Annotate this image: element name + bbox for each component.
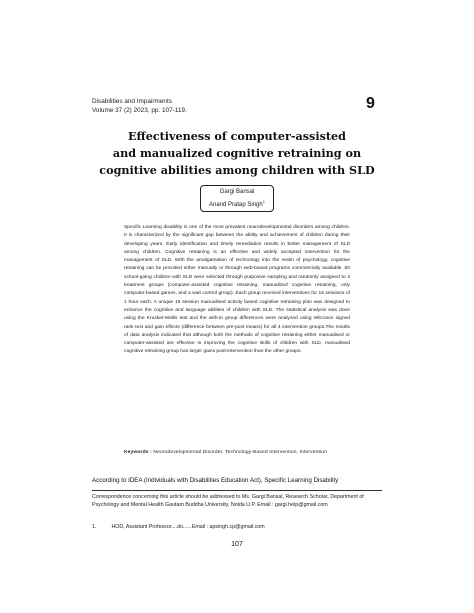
- footnote-divider: [92, 490, 382, 491]
- author-2: [201, 197, 273, 210]
- correspondence-note: Correspondence concerning this article should be addressed to Ms. Gargi Bansal, Research Scholar, Department of Psychology and Mental Health Gautam Buddha University, Noida U.P. Email : gargi.help@gmail.com: [92, 494, 364, 508]
- keywords-label: Keywords :: [124, 450, 152, 455]
- footnote-number: 1.: [92, 524, 97, 530]
- title-line-3: cognitive abilities among children with SLD: [99, 163, 375, 177]
- journal-volume: Volume 37 (2) 2023, pp. 107-119.: [92, 106, 187, 114]
- footnote-1: [92, 524, 265, 530]
- title-line-2: and manualized cognitive retraining on: [112, 146, 362, 160]
- keywords-text: Neurodevelopmental Disorder, Technology-Based Intervention, Intervention: [153, 450, 327, 455]
- body-first-line: According to IDEA (Individuals with Disabilities Education Act), Specific Learning Disability: [92, 477, 339, 484]
- page-number: 107: [231, 541, 243, 548]
- authors-box: [200, 185, 274, 212]
- journal-header: [92, 98, 187, 115]
- footnote-text: HOD, Assistant Professor....do......Email : apsingh.cp@gmail.com: [111, 524, 265, 530]
- title-line-1: Effectiveness of computer-assisted: [128, 129, 346, 143]
- author-2-footnote-mark: 1: [262, 199, 265, 204]
- abstract: Specific Learning disability is one of the most prevalent neurodevelopmental disorders among children. It is characterized by the significant gap between the ability and achievement of children during their developing years. Early identification and timely remediation results in better management of SLD among children. Cognitive retraining is an effective and widely accepted intervention for the management of SLD. With the amalgamation of technology into the realm of psychology, cognitive retraining can be provided either manually or through web-based programs commercially available. 60 school-going children with SLD were selected through purposive sampling and randomly assigned to 4 treatment groups (computer-assisted cognitive retraining, manualized cognitive retraining, only computer-based games, and a wait control group). Each group received interventions for 15 sessions of 1 hour each. A unique 15 session manualised activity based cognitive retraining plan was designed to enhance the cognitive and language abilities of children with SLD. The statistical analysis was done using the Kruskal-Wallis test and the with-in group differences were analyzed using Wilcoxon signed rank test and gain effects (difference between pre-post means) for all 4 intervention groups.The results of data analysis indicated that although both the methods of cognitive retraining either manualised or computer-assisted are effective in improving the cognitive skills of children with SLD, manualised cognitive retraining group has larger gains post-intervention than the other groups.: [124, 225, 350, 355]
- keywords: [124, 449, 350, 457]
- author-2-name: Anand Pratap Singh: [209, 202, 263, 208]
- journal-name: Disabilities and Impairments: [92, 98, 172, 105]
- chapter-number: 9: [366, 95, 375, 112]
- article-title: [60, 128, 414, 179]
- author-1: Gargi Bansal: [219, 189, 255, 195]
